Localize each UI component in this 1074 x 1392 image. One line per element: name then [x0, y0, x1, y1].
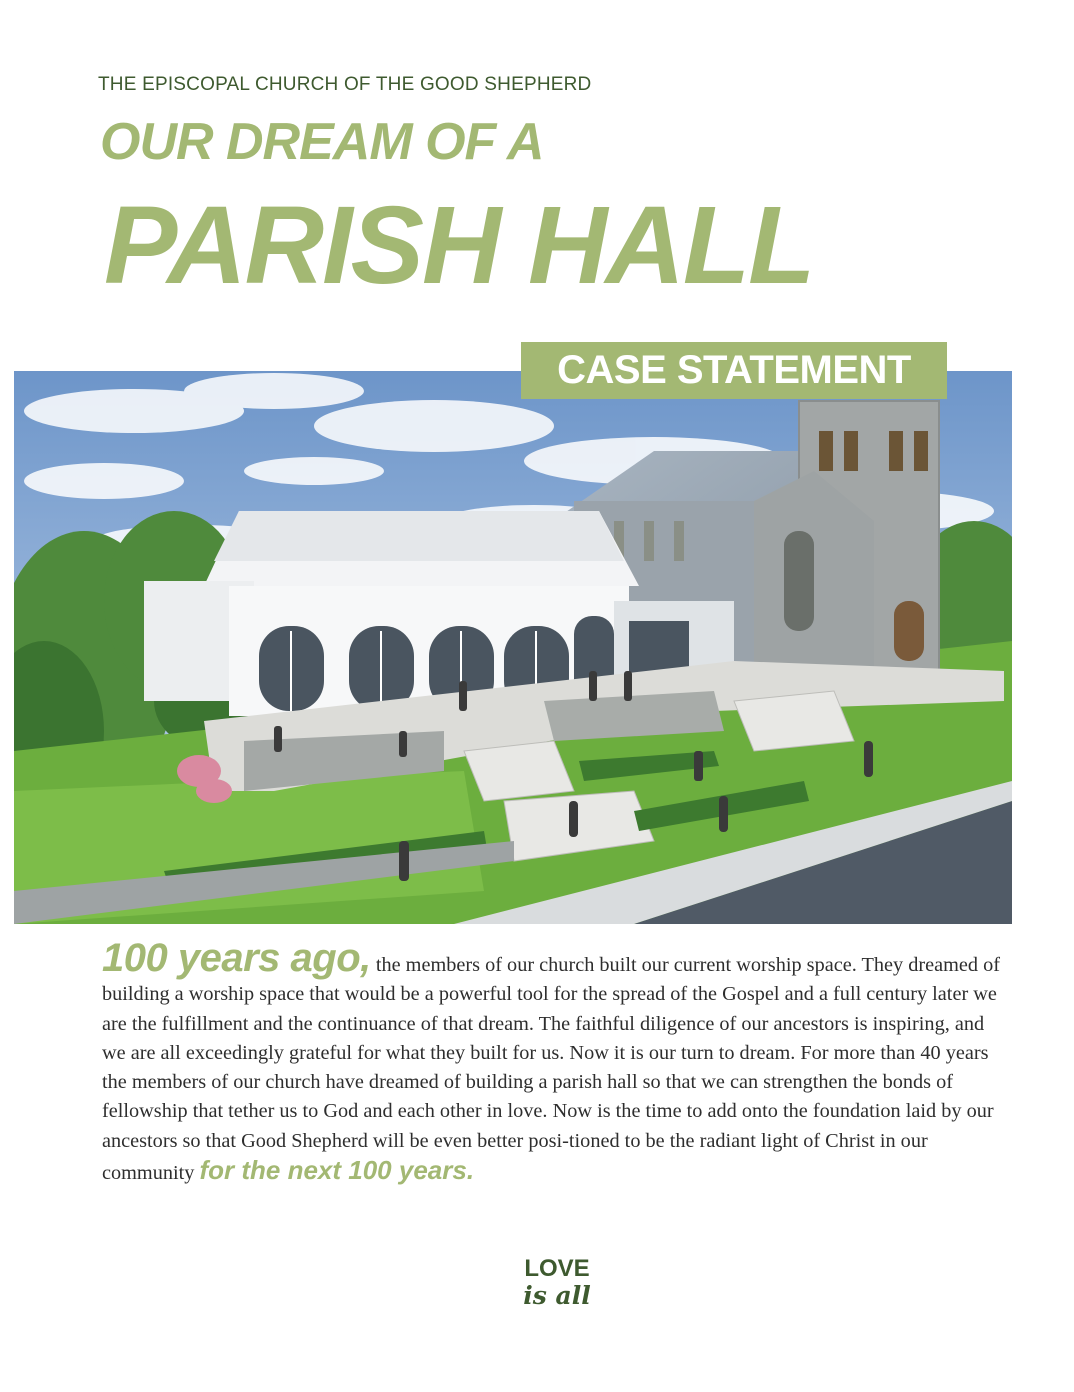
title-line-2: PARISH HALL [104, 184, 814, 307]
logo-line-1: LOVE [524, 1255, 590, 1282]
organization-name: THE EPISCOPAL CHURCH OF THE GOOD SHEPHERD [98, 74, 592, 95]
logo-line-2: is all [523, 1281, 591, 1310]
case-statement-paragraph [102, 936, 1012, 1188]
body-copy: the members of our church built our current worship space. They dreamed of building a worship space that would be a powerful tool for the spread of the Gospel and a full century later we are the fulfillment and the continuance of that dream. The faithful diligence of our ancestors is inspiring, and we are all exceedingly grateful for what they built for us. Now it is our turn to dream. For more than 40 years the members of our church have dreamed of building a parish hall so that we can strengthen the bonds of fellowship that tether us to God and each other in love. Now is the time to add onto the foundation laid by our ancestors so that Good Shepherd will be even better posi-tioned to be the radiant light of Christ in our community [102, 954, 1001, 1185]
title-line-1: OUR DREAM OF A [100, 113, 544, 171]
parish-hall-rendering [14, 371, 1012, 924]
closing-phrase: for the next 100 years. [199, 1155, 475, 1186]
love-is-all-logo [512, 1256, 602, 1310]
lead-phrase: 100 years ago, [102, 936, 371, 980]
case-statement-badge: CASE STATEMENT [521, 342, 947, 399]
